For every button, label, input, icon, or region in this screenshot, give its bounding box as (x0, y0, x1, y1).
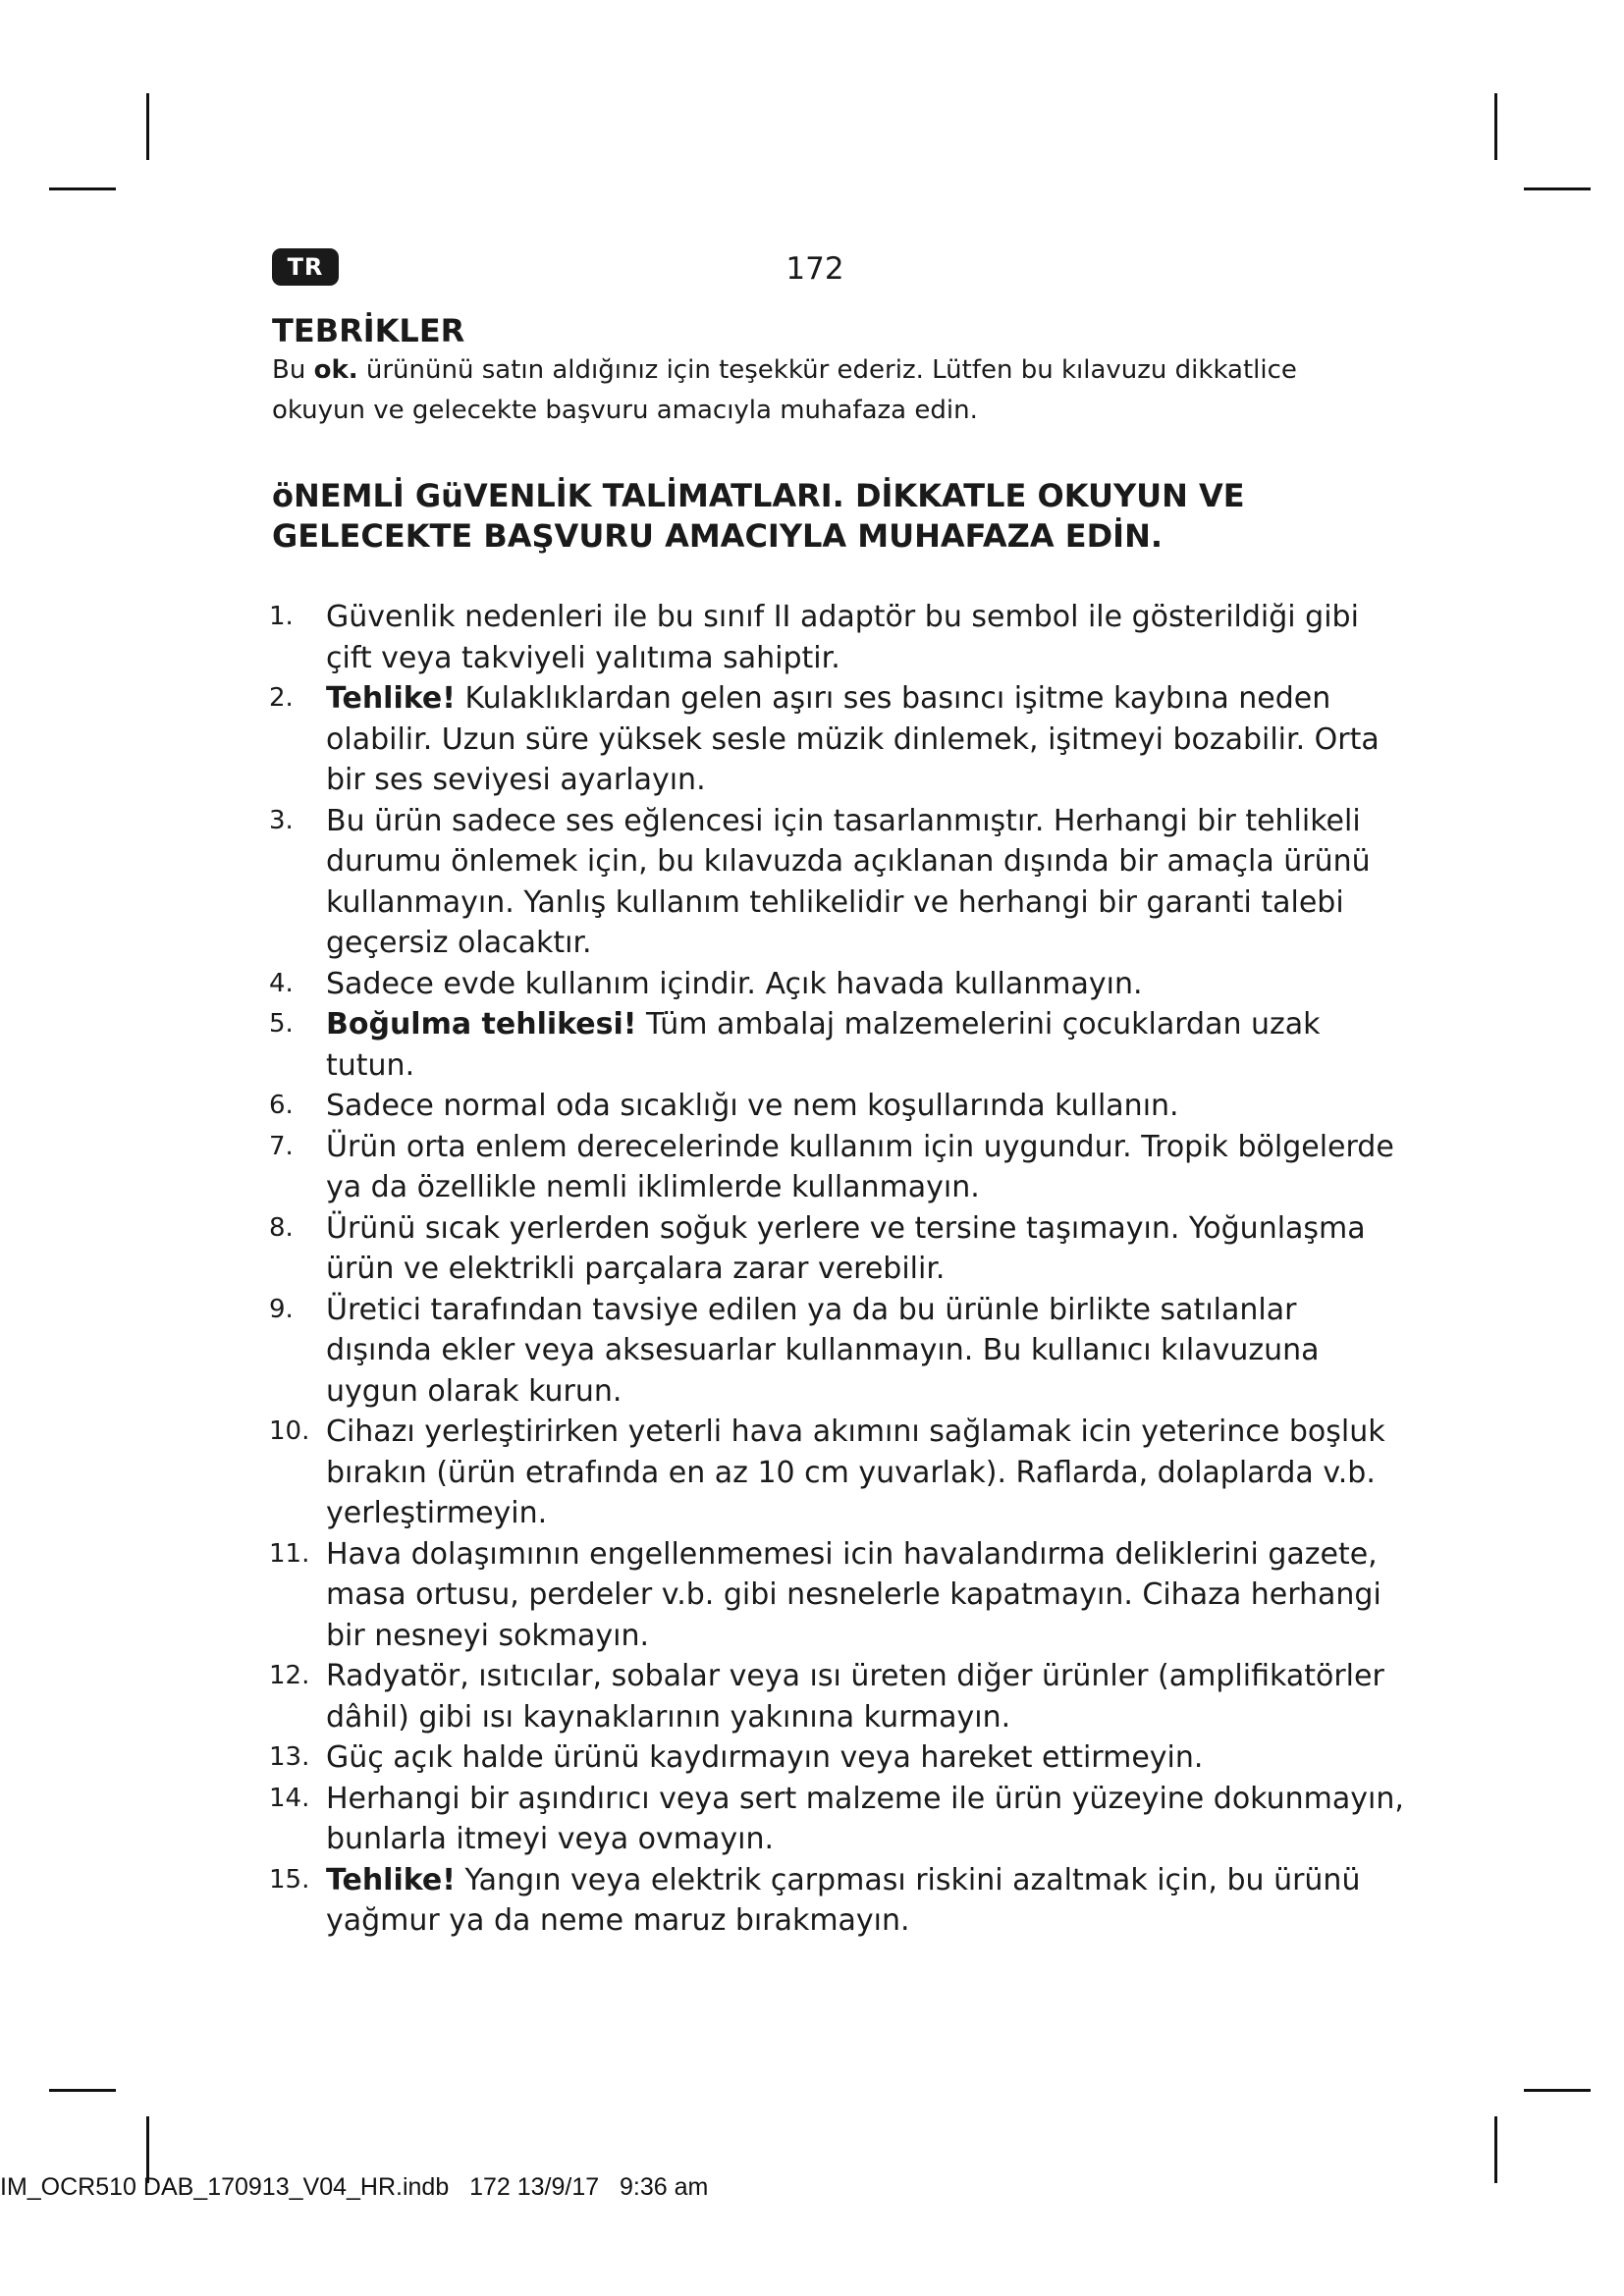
safety-item-body (326, 967, 1143, 1001)
intro-post: ürününü satın aldığınız için teşekkür ederiz. Lütfen bu kılavuzu dikkatlice okuyun ve gelecekte başvuru amacıyla muhafaza edin. (272, 355, 1297, 425)
safety-item-body (326, 1537, 1381, 1653)
safety-item (269, 1779, 1408, 1860)
safety-item-body (326, 1863, 1360, 1939)
safety-item-number: 11. (269, 1538, 310, 1569)
safety-item (269, 1127, 1408, 1208)
safety-item-text: Üretici tarafından tavsiye edilen ya da bu ürünle birlikte satılanlar dışında ekler veya aksesuarlar kullanmayın. Bu kullanıcı kılavuzuna uygun olarak kurun. (326, 1292, 1320, 1409)
safety-item-body (326, 600, 1359, 675)
safety-item (269, 1086, 1408, 1127)
safety-item-text: Ürünü sıcak yerlerden soğuk yerlere ve tersine taşımayın. Yoğunlaşma ürün ve elektrikli parçalara zarar verebilir. (326, 1210, 1366, 1286)
crop-mark-bottom-right-vertical (1494, 2116, 1497, 2183)
crop-mark-top-right-horizontal (1524, 187, 1591, 190)
crop-mark-top-left-vertical (146, 93, 149, 160)
safety-item-number: 9. (269, 1294, 294, 1324)
safety-item-text: Sadece normal oda sıcaklığı ve nem koşullarında kullanın. (326, 1089, 1179, 1123)
safety-item (269, 1208, 1408, 1290)
crop-mark-top-right-vertical (1494, 93, 1497, 160)
brand-name: ok. (313, 355, 358, 385)
print-slug: IM_OCR510 DAB_170913_V04_HR.indb 172 13/9/17 9:36 am (0, 2173, 709, 2201)
safety-item (269, 1656, 1408, 1737)
crop-mark-bottom-right-horizontal (1524, 2089, 1591, 2092)
safety-item-text: Cihazı yerleştirirken yeterli hava akımını sağlamak icin yeterince boşluk bırakın (ürün etrafında en az 10 cm yuvarlak). Raflarda, dolaplarda v.b. yerleştirmeyin. (326, 1415, 1385, 1530)
safety-item (269, 1534, 1408, 1657)
safety-item-number: 8. (269, 1212, 294, 1243)
safety-item-number: 13. (269, 1742, 310, 1772)
safety-heading: öNEMLİ GüVENLİK TALİMATLARI. DİKKATLE OKUYUN VE GELECEKTE BAŞVURU AMACIYLA MUHAFAZA EDİN. (272, 477, 1245, 555)
safety-item-number: 1. (269, 602, 294, 631)
safety-item-body (326, 1089, 1179, 1123)
safety-item (269, 1737, 1408, 1779)
safety-item (269, 964, 1408, 1005)
safety-item-text: Radyatör, ısıtıcılar, sobalar veya ısı üreten diğer ürünler (amplifikatörler dâhil) gibi ısı kaynaklarının yakınına kurmayın. (326, 1659, 1384, 1735)
safety-item-number: 15. (269, 1864, 310, 1895)
safety-item-body (326, 1659, 1384, 1735)
safety-item-body (326, 1740, 1203, 1775)
crop-mark-bottom-left-horizontal (49, 2089, 116, 2092)
congrats-intro (272, 350, 1352, 431)
safety-instructions-list (269, 597, 1408, 1942)
safety-item (269, 1860, 1408, 1942)
safety-item-warning: Boğulma tehlikesi! (326, 1007, 637, 1041)
safety-item-text: Ürün orta enlem derecelerinde kullanım için uygundur. Tropik bölgelerde ya da özellikle nemli iklimlerde kullanmayın. (326, 1129, 1394, 1204)
safety-item-text: Yangın veya elektrik çarpması riskini azaltmak için, bu ürünü yağmur ya da neme maruz bırakmayın. (326, 1862, 1361, 1938)
safety-item-text: Herhangi bir aşındırıcı veya sert malzeme ile ürün yüzeyine dokunmayın, bunlarla itmeyi veya ovmayın. (326, 1781, 1404, 1856)
crop-mark-top-left-horizontal (49, 187, 116, 190)
safety-item-number: 4. (269, 968, 294, 998)
safety-item-text: Sadece evde kullanım içindir. Açık havada kullanmayın. (326, 966, 1143, 1001)
safety-item (269, 678, 1408, 801)
safety-item (269, 801, 1408, 964)
safety-item-number: 6. (269, 1091, 294, 1120)
safety-item-warning: Tehlike! (326, 681, 456, 716)
safety-item-text: Hava dolaşımının engellenmemesi icin havalandırma deliklerini gazete, masa ortusu, perdeler v.b. gibi nesnelerle kapatmayın. Cihaza herhangi bir nesneyi sokmayın. (326, 1536, 1381, 1653)
safety-item-text: Güç açık halde ürünü kaydırmayın veya hareket ettirmeyin. (326, 1740, 1204, 1775)
congrats-title: TEBRİKLER (272, 312, 465, 349)
safety-item-number: 12. (269, 1661, 310, 1690)
safety-item-number: 14. (269, 1783, 310, 1813)
safety-item-body (326, 804, 1371, 961)
safety-item (269, 597, 1408, 678)
page-number: 172 (785, 251, 844, 287)
language-badge: TR (272, 248, 339, 286)
safety-item-number: 3. (269, 805, 294, 835)
safety-item-body (326, 1782, 1404, 1857)
safety-item-body (326, 1293, 1320, 1409)
safety-item-body (326, 1415, 1385, 1530)
safety-item (269, 1004, 1408, 1086)
safety-item (269, 1412, 1408, 1534)
safety-item-number: 10. (269, 1416, 310, 1446)
safety-item-text: Bu ürün sadece ses eğlencesi için tasarlanmıştır. Herhangi bir tehlikeli durumu önlemek için, bu kılavuzda açıklanan dışında bir amaçla ürünü kullanmayın. Yanlış kullanım tehlikelidir ve herhangi bir garanti talebi geçersiz olacaktır. (326, 803, 1371, 960)
safety-item-text: Güvenlik nedenleri ile bu sınıf II adaptör bu sembol ile gösterildiği gibi çift veya takviyeli yalıtıma sahiptir. (326, 600, 1359, 675)
safety-item-text: Kulaklıklardan gelen aşırı ses basıncı işitme kaybına neden olabilir. Uzun süre yüksek sesle müzik dinlemek, işitmeyi bozabilir. Orta bir ses seviyesi ayarlayın. (326, 681, 1380, 797)
safety-item-body (326, 681, 1380, 797)
safety-item-number: 7. (269, 1131, 294, 1161)
safety-item-body (326, 1211, 1366, 1287)
safety-item-body (326, 1130, 1394, 1205)
safety-item-body (326, 1007, 1321, 1083)
intro-pre: Bu (272, 355, 314, 385)
safety-item-warning: Tehlike! (326, 1862, 456, 1897)
safety-item-number: 5. (269, 1009, 294, 1039)
safety-item (269, 1290, 1408, 1413)
safety-item-text: Tüm ambalaj malzemelerini çocuklardan uzak tutun. (326, 1007, 1321, 1083)
safety-item-number: 2. (269, 683, 294, 713)
